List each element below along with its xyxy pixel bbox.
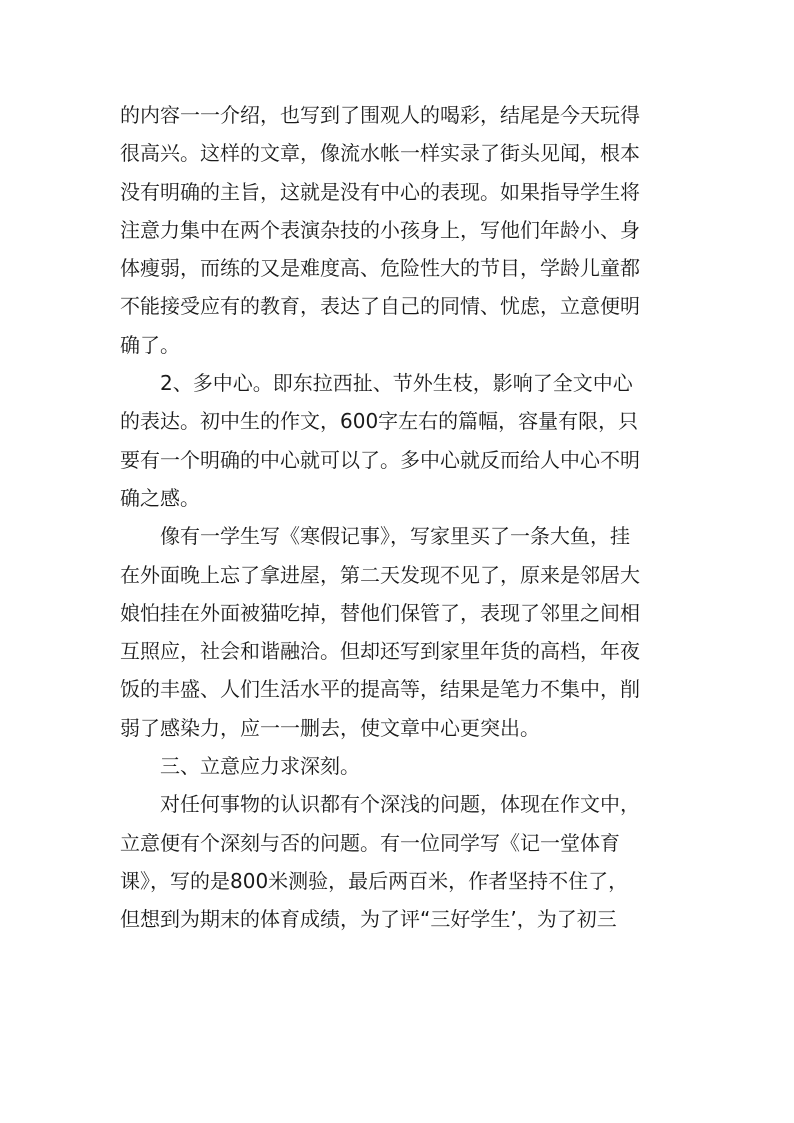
text-line: 确了。	[120, 332, 180, 357]
text-line: 的内容一一介绍，也写到了围观人的喝彩，结尾是今天玩得	[120, 103, 640, 127]
text-line: 三、立意应力求深刻。	[160, 754, 360, 779]
text-line: 在外面晚上忘了拿进屋，第二天发现不见了，原来是邻居大	[120, 562, 640, 587]
text-line: 立意便有个深刻与否的问题。有一位同学写《记一堂体育	[120, 830, 620, 855]
text-line: 不能接受应有的教育，表达了自己的同情、忧虑，立意便明	[120, 294, 640, 319]
text-line: 互照应，社会和谐融洽。但却还写到家里年货的高档，年夜	[120, 639, 640, 664]
text-line: 娘怕挂在外面被猫吃掉，替他们保管了，表现了邻里之间相	[120, 600, 640, 625]
body-text	[120, 96, 680, 939]
text-line: 要有一个明确的中心就可以了。多中心就反而给人中心不明	[120, 447, 640, 472]
text-line: 体瘦弱，而练的又是难度高、危险性大的节目，学龄儿童都	[120, 256, 640, 281]
text-line: 注意力集中在两个表演杂技的小孩身上，写他们年龄小、身	[120, 217, 640, 242]
text-line: 但想到为期末的体育成绩，为了评“三好学生’，为了初三	[120, 907, 617, 932]
text-line: 课》，写的是800米测验，最后两百米，作者坚持不住了，	[120, 868, 629, 893]
text-line: 没有明确的主旨，这就是没有中心的表现。如果指导学生将	[120, 179, 640, 204]
text-line: 确之感。	[120, 485, 200, 510]
text-line: 对任何事物的认识都有个深浅的问题，体现在作文中，	[160, 792, 640, 817]
text-line: 像有一学生写《寒假记事》，写家里买了一条大鱼，挂	[160, 524, 630, 549]
text-line: 饭的丰盛、人们生活水平的提高等，结果是笔力不集中，削	[120, 677, 640, 702]
text-line: 的表达。初中生的作文，600字左右的篇幅，容量有限，只	[120, 409, 639, 434]
text-line: 很高兴。这样的文章，像流水帐一样实录了街头见闻，根本	[120, 141, 640, 166]
text-line: 2、多中心。即东拉西扯、节外生枝，影响了全文中心	[160, 371, 633, 396]
text-line: 弱了感染力，应一一删去，使文章中心更突出。	[120, 715, 540, 740]
